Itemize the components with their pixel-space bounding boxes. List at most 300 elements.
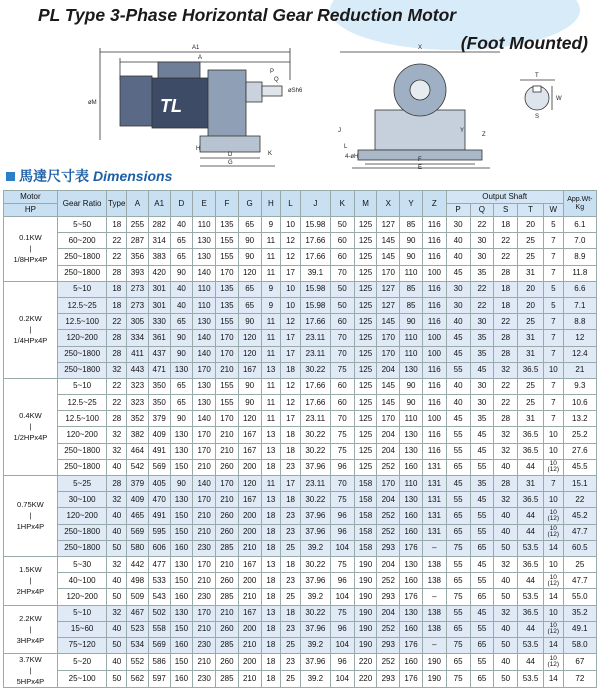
svg-text:S: S	[535, 114, 540, 120]
table-cell: 14	[543, 671, 563, 688]
table-cell: 13	[261, 605, 281, 621]
table-cell: 586	[148, 654, 170, 671]
table-cell: 18	[494, 297, 518, 313]
svg-text:E: E	[418, 165, 423, 170]
table-cell: 100	[422, 330, 446, 346]
table-cell: 90	[170, 265, 193, 281]
cell-line: (12)	[547, 531, 560, 539]
table-cell: 28	[494, 411, 518, 427]
table-cell: 282	[148, 217, 170, 233]
table-cell: 53.5	[518, 540, 544, 556]
table-cell: 285	[216, 671, 239, 688]
table-cell: 470	[148, 492, 170, 508]
motor-power-cell	[4, 654, 58, 688]
table-cell: 55	[470, 654, 494, 671]
table-cell: 260	[216, 573, 239, 589]
table-cell: 25	[518, 378, 544, 394]
table-cell: 543	[148, 589, 170, 605]
table-cell: 210	[216, 443, 239, 459]
table-cell: 160	[170, 589, 193, 605]
table-cell: 293	[377, 671, 400, 688]
table-cell: 210	[193, 621, 216, 637]
table-cell: 110	[400, 346, 423, 362]
table-cell: 50	[107, 540, 127, 556]
dimensions-table-body	[4, 217, 597, 688]
header-output-shaft: Output Shaft	[446, 191, 563, 204]
svg-text:A: A	[198, 55, 203, 61]
table-cell: 160	[170, 671, 193, 688]
table-cell: 36.5	[518, 492, 544, 508]
table-cell: 210	[193, 524, 216, 540]
table-cell: 55	[446, 443, 470, 459]
table-cell: 28	[107, 265, 127, 281]
table-cell: 155	[216, 378, 239, 394]
svg-text:K: K	[268, 151, 273, 157]
table-cell: 104	[330, 540, 354, 556]
table-cell: 22	[470, 217, 494, 233]
motor-hp: 1HPx4P	[16, 522, 45, 532]
motor-separator: |	[29, 325, 32, 335]
table-cell: 70	[330, 330, 354, 346]
table-cell: 72	[563, 671, 596, 688]
table-cell: 60	[330, 395, 354, 411]
table-cell: 11	[261, 265, 281, 281]
table-cell: 11	[261, 395, 281, 411]
table-cell: 70	[330, 411, 354, 427]
table-cell: 11	[261, 314, 281, 330]
table-cell: 7	[543, 476, 563, 492]
table-cell: 11	[261, 476, 281, 492]
table-cell: 252	[377, 654, 400, 671]
svg-text:F: F	[418, 157, 422, 163]
table-cell: 140	[193, 476, 216, 492]
table-cell: 60	[330, 233, 354, 249]
table-cell: 411	[127, 346, 149, 362]
header-col: M	[354, 191, 377, 217]
table-cell: 90	[170, 476, 193, 492]
table-cell: 155	[216, 314, 239, 330]
table-cell: 17	[281, 265, 301, 281]
table-cell: 145	[377, 249, 400, 265]
table-cell: 125	[354, 281, 377, 297]
table-cell: 44	[518, 508, 544, 524]
table-cell: 7	[543, 330, 563, 346]
table-cell: 210	[216, 492, 239, 508]
table-cell: 18	[261, 637, 281, 653]
table-cell: 595	[148, 524, 170, 540]
table-cell: 70	[330, 476, 354, 492]
table-cell: 36.5	[518, 362, 544, 378]
table-cell: 90	[238, 378, 261, 394]
table-cell: 155	[216, 233, 239, 249]
table-cell: 40	[446, 233, 470, 249]
table-cell: 176	[400, 540, 423, 556]
cell-line: (12)	[547, 579, 560, 587]
table-cell: 45	[470, 605, 494, 621]
table-cell: 60	[330, 249, 354, 265]
table-cell: 65	[446, 621, 470, 637]
table-cell: 47.7	[563, 524, 596, 540]
motor-kw: 1.5KW	[19, 565, 42, 575]
table-cell: 32	[494, 492, 518, 508]
table-cell: 32	[107, 492, 127, 508]
table-cell: 155	[216, 249, 239, 265]
table-cell: 45.5	[563, 459, 596, 475]
table-cell: 11	[261, 411, 281, 427]
table-cell: 32	[494, 556, 518, 572]
table-cell: 36.5	[518, 427, 544, 443]
table-cell: 569	[148, 459, 170, 475]
table-cell: 40	[446, 249, 470, 265]
table-cell: 75	[330, 492, 354, 508]
table-cell: 30	[446, 281, 470, 297]
table-cell: –	[422, 540, 446, 556]
table-cell: 150	[170, 459, 193, 475]
table-cell: 23.11	[300, 411, 330, 427]
table-cell: 18	[261, 459, 281, 475]
table-cell: 220	[354, 654, 377, 671]
cell-line: 10	[549, 508, 557, 516]
table-cell: 18	[281, 492, 301, 508]
table-cell: 32	[107, 556, 127, 572]
table-cell: 138	[422, 556, 446, 572]
table-cell: 75	[446, 589, 470, 605]
table-cell: 28	[107, 476, 127, 492]
cell-line: 10	[549, 655, 557, 663]
table-cell: 204	[377, 556, 400, 572]
svg-text:Q: Q	[274, 77, 279, 83]
table-cell: 140	[193, 411, 216, 427]
table-cell: 50	[107, 589, 127, 605]
table-cell: 40	[494, 459, 518, 475]
table-cell: 8.9	[563, 249, 596, 265]
table-cell: 130	[400, 556, 423, 572]
table-cell: 15.98	[300, 281, 330, 297]
table-cell: 90	[238, 395, 261, 411]
table-cell: 31	[518, 265, 544, 281]
table-cell: 140	[193, 330, 216, 346]
table-cell: 40	[170, 281, 193, 297]
table-cell: 210	[193, 459, 216, 475]
table-cell: 10	[543, 492, 563, 508]
table-cell: 9	[261, 281, 281, 297]
table-cell: 7	[543, 378, 563, 394]
table-cell: 301	[148, 297, 170, 313]
table-cell: 150	[170, 654, 193, 671]
table-cell: 75~120	[57, 637, 107, 653]
table-cell: –	[422, 589, 446, 605]
table-row	[4, 281, 597, 297]
table-row	[4, 249, 597, 265]
table-cell: 25	[281, 589, 301, 605]
table-cell: 250~1800	[57, 540, 107, 556]
table-cell: 130	[400, 362, 423, 378]
table-cell: 127	[377, 217, 400, 233]
table-cell: 167	[238, 443, 261, 459]
table-cell: 65	[170, 395, 193, 411]
table-cell: 170	[377, 346, 400, 362]
table-cell: 167	[238, 605, 261, 621]
table-cell: 127	[377, 297, 400, 313]
table-cell: 252	[377, 621, 400, 637]
table-cell: 12	[281, 378, 301, 394]
table-cell: 40	[494, 524, 518, 540]
table-cell: 120	[238, 346, 261, 362]
table-cell: 491	[148, 508, 170, 524]
table-cell: 190	[354, 621, 377, 637]
svg-text:D: D	[228, 152, 233, 158]
table-cell: 314	[148, 233, 170, 249]
table-cell: 130	[193, 395, 216, 411]
square-bullet-icon	[6, 172, 15, 181]
svg-text:X: X	[418, 45, 423, 51]
table-cell: 18	[261, 540, 281, 556]
table-cell: 204	[377, 362, 400, 378]
table-cell: 533	[148, 573, 170, 589]
table-cell: 17	[281, 476, 301, 492]
svg-text:Y: Y	[460, 128, 465, 134]
table-cell: 12	[281, 395, 301, 411]
table-cell: 40	[107, 459, 127, 475]
table-cell: 5	[543, 297, 563, 313]
table-cell: 75	[330, 362, 354, 378]
table-cell: 18	[261, 654, 281, 671]
table-cell: 323	[127, 378, 149, 394]
table-cell: 7	[543, 233, 563, 249]
table-cell: 75	[330, 556, 354, 572]
table-cell: 75	[446, 540, 470, 556]
table-cell: 50	[107, 671, 127, 688]
table-cell: –	[422, 637, 446, 653]
table-cell: 145	[377, 314, 400, 330]
table-cell: 30	[470, 314, 494, 330]
table-cell: 158	[354, 476, 377, 492]
table-cell: 5~30	[57, 556, 107, 572]
table-cell: 31	[518, 476, 544, 492]
table-cell: 200	[238, 654, 261, 671]
table-cell: 11	[261, 233, 281, 249]
table-cell: 471	[148, 362, 170, 378]
table-cell: 104	[330, 671, 354, 688]
table-cell: 35	[470, 411, 494, 427]
table-cell: 210	[216, 362, 239, 378]
table-cell: 285	[216, 589, 239, 605]
table-cell: 22	[107, 314, 127, 330]
table-row	[4, 637, 597, 653]
table-cell: 210	[238, 671, 261, 688]
table-cell: 465	[127, 508, 149, 524]
table-cell: 36.5	[518, 443, 544, 459]
table-cell: 40~100	[57, 573, 107, 589]
motor-separator: |	[29, 422, 32, 432]
table-cell: 65	[446, 524, 470, 540]
header-weight: App.Wt- Kg	[563, 191, 596, 217]
table-cell: 125	[354, 378, 377, 394]
table-cell: 50	[330, 297, 354, 313]
table-cell: 32	[494, 605, 518, 621]
table-cell: 285	[216, 637, 239, 653]
table-cell: 176	[400, 671, 423, 688]
table-cell: 65	[170, 233, 193, 249]
table-cell: 25	[281, 671, 301, 688]
table-cell: 7	[543, 265, 563, 281]
table-row	[4, 459, 597, 475]
table-cell: 352	[127, 411, 149, 427]
table-cell: 255	[127, 217, 149, 233]
table-cell: 116	[422, 217, 446, 233]
table-cell: 260	[216, 524, 239, 540]
table-cell: 125	[354, 443, 377, 459]
table-cell: 18	[107, 297, 127, 313]
header-col: K	[330, 191, 354, 217]
table-cell: 75	[330, 605, 354, 621]
table-cell: 167	[238, 556, 261, 572]
cell-line: 10	[549, 622, 557, 630]
table-cell: 36.5	[518, 556, 544, 572]
table-cell: 28	[107, 346, 127, 362]
table-cell: 45	[470, 556, 494, 572]
table-cell: 534	[127, 637, 149, 653]
cell-line: (12)	[547, 466, 560, 474]
table-row	[4, 411, 597, 427]
table-cell: 20	[518, 217, 544, 233]
table-cell: 44	[518, 573, 544, 589]
table-cell: 40	[107, 654, 127, 671]
table-cell: 145	[377, 378, 400, 394]
table-cell: 170	[193, 492, 216, 508]
table-cell: 176	[400, 637, 423, 653]
table-cell	[543, 573, 563, 589]
table-cell: 250~1800	[57, 362, 107, 378]
table-cell: 170	[193, 443, 216, 459]
header-motor: Motor	[4, 191, 58, 204]
table-cell: 170	[216, 476, 239, 492]
table-cell: 44	[518, 459, 544, 475]
table-cell: 13	[261, 362, 281, 378]
table-cell: 220	[354, 671, 377, 688]
table-cell: 15~60	[57, 621, 107, 637]
table-cell: 25	[518, 249, 544, 265]
table-cell: 20	[518, 297, 544, 313]
table-cell: 55	[470, 508, 494, 524]
table-row	[4, 443, 597, 459]
table-cell: 116	[422, 362, 446, 378]
table-cell: 7	[543, 411, 563, 427]
page-title: PL Type 3-Phase Horizontal Gear Reduction Motor	[38, 5, 457, 25]
header-shaft-col: W	[543, 204, 563, 217]
table-cell: 110	[193, 217, 216, 233]
table-cell: 90	[400, 314, 423, 330]
svg-text:T: T	[535, 73, 539, 79]
table-cell: 50	[494, 540, 518, 556]
cell-line: 10	[549, 573, 557, 581]
table-cell: 100	[422, 346, 446, 362]
table-cell: 110	[400, 265, 423, 281]
table-cell: 252	[377, 459, 400, 475]
table-cell: 40	[446, 314, 470, 330]
table-cell: 37.96	[300, 524, 330, 540]
table-cell: 523	[127, 621, 149, 637]
table-cell: 273	[127, 297, 149, 313]
table-cell: 170	[377, 476, 400, 492]
table-cell: 30	[470, 378, 494, 394]
header-col: H	[261, 191, 281, 217]
table-cell: 160	[400, 654, 423, 671]
table-cell: 100	[422, 411, 446, 427]
table-cell: 90	[238, 233, 261, 249]
table-cell: 287	[127, 233, 149, 249]
table-cell: 125	[354, 459, 377, 475]
table-cell: 350	[148, 378, 170, 394]
table-cell: 260	[216, 654, 239, 671]
table-cell: 65	[238, 217, 261, 233]
table-cell: 130	[400, 443, 423, 459]
table-cell: 30	[446, 297, 470, 313]
motor-kw: 0.4KW	[19, 411, 42, 421]
table-cell: 5	[543, 217, 563, 233]
table-cell: 200	[238, 573, 261, 589]
table-cell: 15.98	[300, 297, 330, 313]
table-cell: 40	[494, 654, 518, 671]
table-row	[4, 346, 597, 362]
table-cell: 15.98	[300, 217, 330, 233]
table-cell: 569	[148, 637, 170, 653]
table-cell: 110	[193, 281, 216, 297]
table-cell: 5~10	[57, 378, 107, 394]
table-cell: 30.22	[300, 427, 330, 443]
motor-hp: 1/8HPx4P	[13, 255, 48, 265]
table-cell: 409	[148, 427, 170, 443]
table-cell: 40	[107, 508, 127, 524]
table-cell: 36.5	[518, 605, 544, 621]
table-cell: 44	[518, 524, 544, 540]
table-cell: 45.2	[563, 508, 596, 524]
motor-kw: 0.75KW	[17, 500, 44, 510]
header-col: E	[193, 191, 216, 217]
table-cell: 138	[422, 621, 446, 637]
table-cell: 35	[470, 476, 494, 492]
table-cell: 135	[216, 217, 239, 233]
table-cell: 131	[422, 524, 446, 540]
table-cell: 6.6	[563, 281, 596, 297]
table-cell: 40	[494, 621, 518, 637]
table-cell: 230	[193, 589, 216, 605]
header-shaft-col: P	[446, 204, 470, 217]
table-cell: 130	[400, 427, 423, 443]
table-cell: 502	[148, 605, 170, 621]
table-cell: 150	[170, 573, 193, 589]
table-cell: 22	[494, 314, 518, 330]
motor-hp: 1/4HPx4P	[13, 336, 48, 346]
table-cell: 160	[170, 637, 193, 653]
table-cell: 30	[446, 217, 470, 233]
table-cell: 210	[193, 654, 216, 671]
table-cell: 90	[400, 395, 423, 411]
table-cell: 131	[422, 492, 446, 508]
table-cell: 50	[330, 281, 354, 297]
table-cell: 18	[261, 573, 281, 589]
table-cell: 44	[518, 654, 544, 671]
motor-kw: 2.2KW	[19, 613, 42, 623]
table-cell: 17	[281, 411, 301, 427]
table-cell: 9.3	[563, 378, 596, 394]
table-cell: 28	[494, 346, 518, 362]
table-cell: 45	[446, 265, 470, 281]
table-cell: 200	[238, 621, 261, 637]
table-cell: 22	[107, 395, 127, 411]
table-cell: 30	[470, 233, 494, 249]
table-cell: 491	[148, 443, 170, 459]
